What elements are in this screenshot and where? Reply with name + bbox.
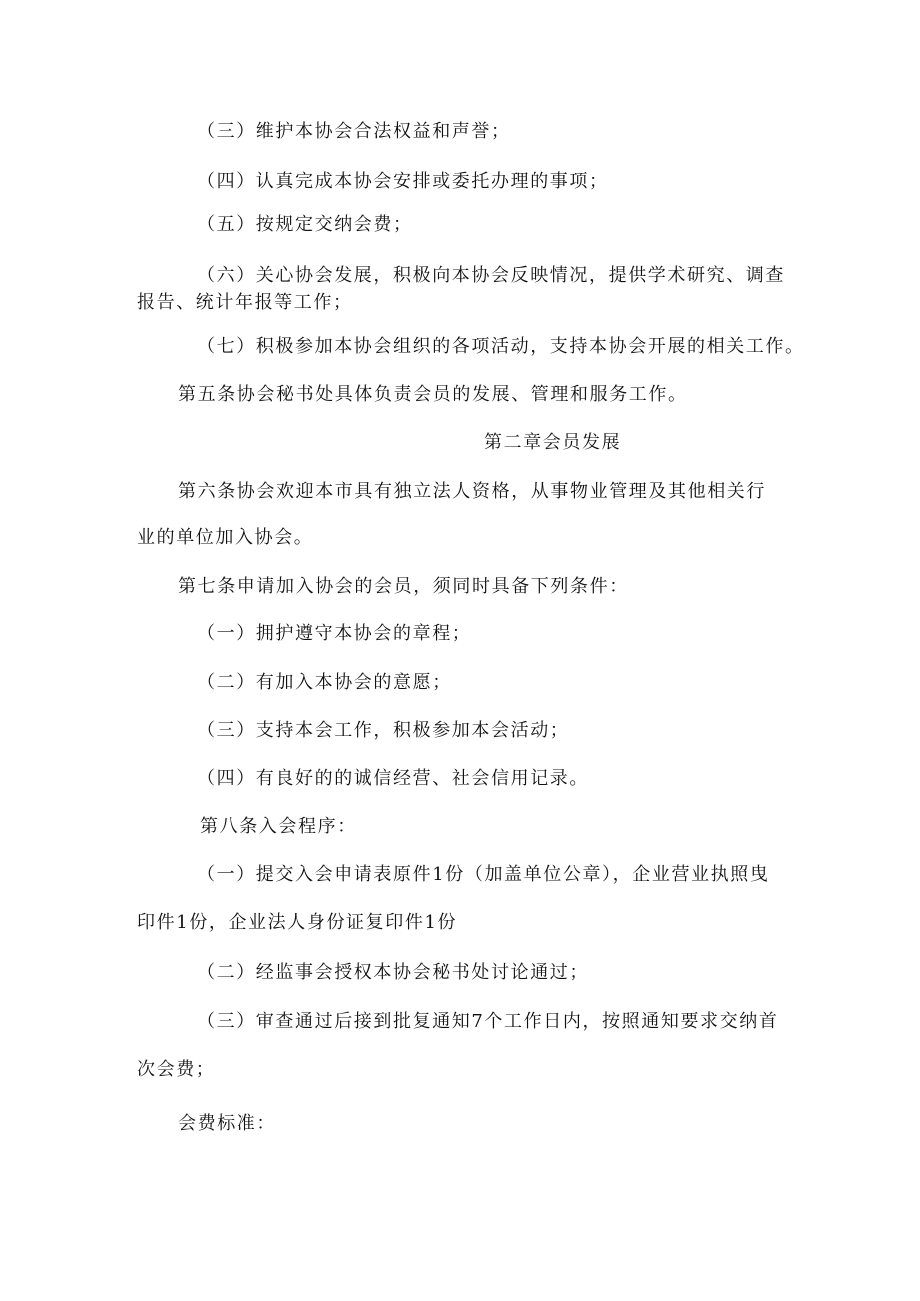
condition-2: （二）有加入本协会的意愿； xyxy=(197,672,452,693)
fee-standard-heading: 会费标准： xyxy=(178,1113,276,1134)
article-6-continuation: 业的单位加入协会。 xyxy=(137,527,314,548)
condition-1: （一）拥护遵守本协会的章程； xyxy=(197,623,472,644)
article-6: 第六条协会欢迎本市具有独立法人资格，从事物业管理及其他相关行 xyxy=(178,481,766,502)
procedure-2: （二）经监事会授权本协会秘书处讨论通过； xyxy=(197,962,589,983)
chapter-2-heading: 第二章会员发展 xyxy=(484,432,622,453)
condition-3: （三）支持本会工作，积极参加本会活动； xyxy=(197,720,570,741)
item-5-pay-fees: （五）按规定交纳会费； xyxy=(197,214,413,235)
procedure-1-continuation: 印件1份，企业法人身份证复印件1份 xyxy=(137,912,458,933)
procedure-3: （三）审查通过后接到批复通知7个工作日内，按照通知要求交纳首 xyxy=(197,1011,779,1032)
article-7: 第七条申请加入协会的会员，须同时具备下列条件： xyxy=(178,576,629,597)
procedure-3-continuation: 次会费； xyxy=(137,1059,216,1080)
item-6-care-development: （六）关心协会发展，积极向本协会反映情况，提供学术研究、调查 xyxy=(197,265,785,286)
item-7-participate: （七）积极参加本协会组织的各项活动，支持本协会开展的相关工作。 xyxy=(197,336,805,357)
item-4-complete-tasks: （四）认真完成本协会安排或委托办理的事项； xyxy=(197,171,609,192)
item-3-maintain-rights: （三）维护本协会合法权益和声誉； xyxy=(197,121,511,142)
procedure-1: （一）提交入会申请表原件1份（加盖单位公章），企业营业执照曳 xyxy=(197,864,770,885)
article-5: 第五条协会秘书处具体负责会员的发展、管理和服务工作。 xyxy=(178,384,688,405)
article-8: 第八条入会程序： xyxy=(200,816,357,837)
condition-4: （四）有良好的的诚信经营、社会信用记录。 xyxy=(197,768,589,789)
item-6-continuation: 报告、统计年报等工作； xyxy=(137,292,353,313)
